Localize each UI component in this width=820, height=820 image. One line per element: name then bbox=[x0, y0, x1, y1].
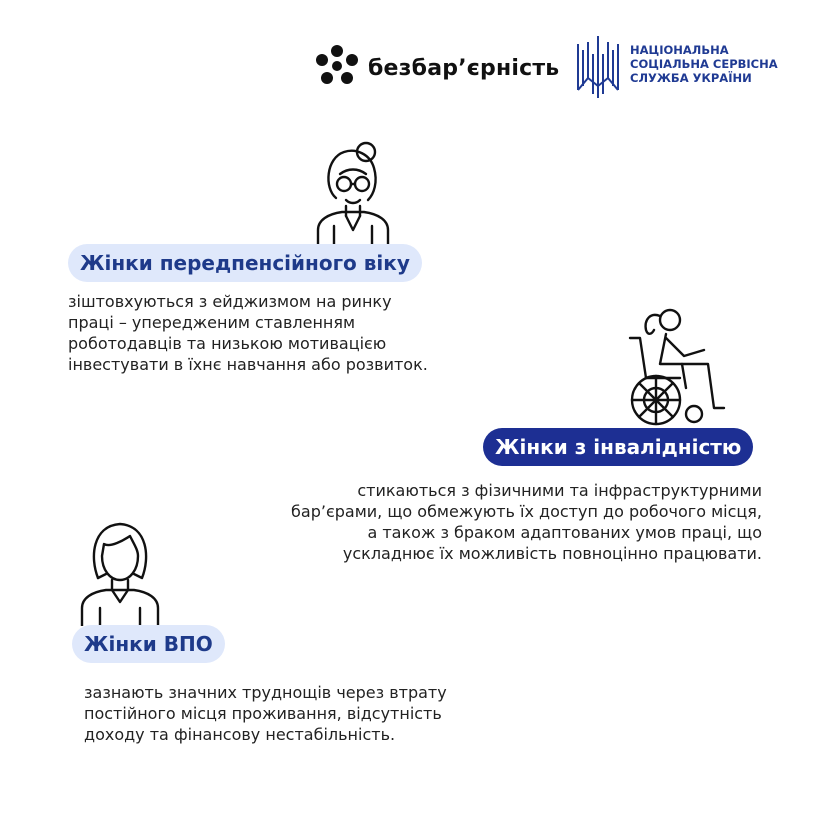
section-title-idp-women: Жінки ВПО bbox=[72, 625, 225, 663]
section-text-idp-women bbox=[84, 682, 447, 745]
text-line: роботодавців та низькою мотивацією bbox=[68, 334, 387, 353]
text-line: постійного місця проживання, відсутність bbox=[84, 704, 442, 723]
text-line: зазнають значних труднощів через втрату bbox=[84, 683, 447, 702]
text-line: бар’єрами, що обмежують їх доступ до робочого місця, bbox=[291, 502, 762, 521]
ministry-line: НАЦІОНАЛЬНА bbox=[630, 43, 729, 57]
wheelchair-woman-icon bbox=[624, 304, 728, 428]
text-line: стикаються з фізичними та інфраструктурними bbox=[357, 481, 762, 500]
section-text-women-with-disabilities bbox=[291, 480, 762, 564]
text-line: ускладнює їх можливість повноцінно працювати. bbox=[342, 544, 762, 563]
text-line: праці – упередженим ставленням bbox=[68, 313, 356, 332]
text-line: зіштовхуються з ейджизмом на ринку bbox=[68, 292, 392, 311]
ministry-line: СЛУЖБА УКРАЇНИ bbox=[630, 71, 752, 85]
brand-name: безбар’єрність bbox=[368, 56, 560, 81]
ministry-name bbox=[630, 43, 778, 85]
text-line: а також з браком адаптованих умов праці, що bbox=[367, 523, 762, 542]
ministry-line: СОЦІАЛЬНА СЕРВІСНА bbox=[630, 57, 778, 71]
section-text-preretirement-women bbox=[68, 291, 428, 375]
section-title-preretirement-women: Жінки передпенсійного віку bbox=[68, 244, 422, 282]
nssu-emblem-icon bbox=[574, 34, 622, 100]
woman-idp-icon bbox=[78, 518, 162, 626]
text-line: інвестувати в їхнє навчання або розвиток. bbox=[68, 355, 428, 374]
section-title-women-with-disabilities: Жінки з інвалідністю bbox=[483, 428, 753, 466]
header-logos bbox=[314, 34, 794, 100]
text-line: доходу та фінансову нестабільність. bbox=[84, 725, 396, 744]
elderly-woman-icon bbox=[312, 138, 392, 246]
bezbarernist-logo-icon bbox=[314, 44, 360, 90]
